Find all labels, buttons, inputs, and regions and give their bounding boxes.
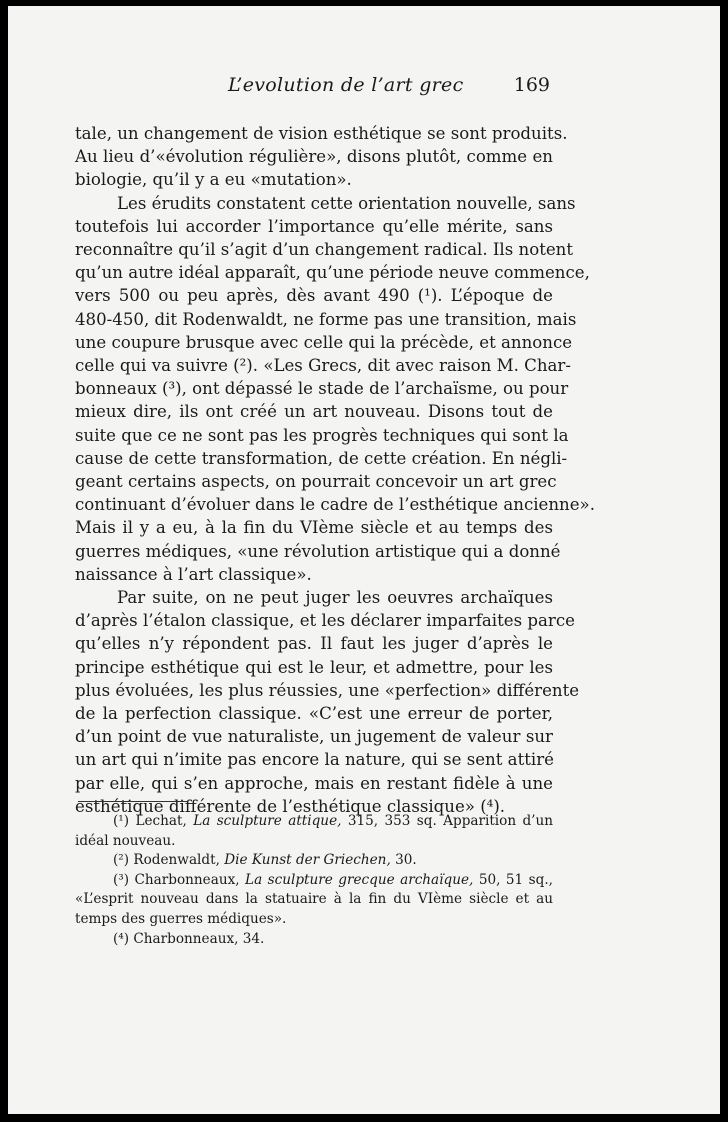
footnote-3-cont: temps des guerres médiques». [75,910,287,927]
text-line: bonneaux (³), ont dépassé le stade de l’archaïsme, ou pour [75,379,569,399]
text-line: vers 500 ou peu après, dès avant 490 (¹). L’époque de [75,286,553,306]
text-line: celle qui va suivre (²). «Les Grecs, dit avec raison M. Char- [75,356,571,376]
text-line: d’après l’étalon classique, et les déclarer imparfaites parce [75,611,575,631]
main-text [75,122,595,818]
text-line: qu’elles n’y répondent pas. Il faut les juger d’après le [75,634,553,654]
cited-work: Die Kunst der Griechen, [224,852,391,869]
text-line: mieux dire, ils ont créé un art nouveau. Disons tout de [75,402,553,422]
footnote-marker: (⁴) [113,930,130,947]
text-line: guerres médiques, «une révolution artistique qui a donné [75,541,561,561]
text-line: Au lieu d’«évolution régulière», disons plutôt, comme en [75,147,553,167]
cited-work: La sculpture attique, [193,813,342,829]
text-line: un art qui n’imite pas encore la nature, qui se sent attiré [75,750,554,770]
footnote-marker: (¹) [113,813,130,829]
footnote-3: (³) Charbonneaux, La sculpture grecque archaïque, 50, 51 sq., [113,871,553,888]
text-line: naissance à l’art classique». [75,564,312,584]
footnote-1-cont: idéal nouveau. [75,832,176,849]
text-line: 480-450, dit Rodenwaldt, ne forme pas une transition, mais [75,309,577,329]
page-number: 169 [513,74,550,96]
text-line: Par suite, on ne peut juger les oeuvres archaïques [117,588,553,608]
footnote-2: (²) Rodenwaldt, Die Kunst der Griechen, 30. [113,852,417,869]
text-line: geant certains aspects, on pourrait concevoir un art grec [75,472,557,492]
text-line: reconnaître qu’il s’agit d’un changement radical. Ils notent [75,240,574,260]
text-line: plus évoluées, les plus réussies, une «perfection» différente [75,680,580,700]
footnote-marker: (²) [113,852,130,869]
footnote-rule [78,801,188,802]
footnote-3-cont: «L’esprit nouveau dans la statuaire à la fin du VIème siècle et au [75,891,553,908]
text-line: Les érudits constatent cette orientation nouvelle, sans [117,193,576,213]
running-title: L’evolution de l’art grec [228,74,464,96]
text-line: qu’un autre idéal apparaît, qu’une période neuve commence, [75,263,590,283]
book-page [8,6,720,1114]
text-line: biologie, qu’il y a eu «mutation». [75,170,352,190]
footnotes [75,812,553,949]
footnote-1: (¹) Lechat, La sculpture attique, 315, 353 sq. Apparition d’un [113,813,554,829]
text-line: principe esthétique qui est le leur, et admettre, pour les [75,657,553,677]
footnote-4: (⁴) Charbonneaux, 34. [113,930,265,947]
cited-work: La sculpture grecque archaïque, [245,871,474,888]
text-line: esthétique différente de l’esthétique classique» (⁴). [75,796,506,816]
text-line: toutefois lui accorder l’importance qu’elle mérite, sans [75,216,553,236]
running-header [8,70,720,98]
text-line: tale, un changement de vision esthétique se sont produits. [75,124,568,143]
text-line: par elle, qui s’en approche, mais en restant fidèle à une [75,773,553,793]
text-line: de la perfection classique. «C’est une erreur de porter, [75,704,553,724]
text-line: continuant d’évoluer dans le cadre de l’esthétique ancienne». [75,495,595,515]
text-line: Mais il y a eu, à la fin du VIème siècle et au temps des [75,518,553,538]
text-line: cause de cette transformation, de cette création. En négli- [75,448,568,468]
text-line: d’un point de vue naturaliste, un jugement de valeur sur [75,727,553,747]
text-line: suite que ce ne sont pas les progrès techniques qui sont la [75,425,569,445]
text-line: une coupure brusque avec celle qui la précède, et annonce [75,332,573,352]
footnote-marker: (³) [113,871,130,888]
